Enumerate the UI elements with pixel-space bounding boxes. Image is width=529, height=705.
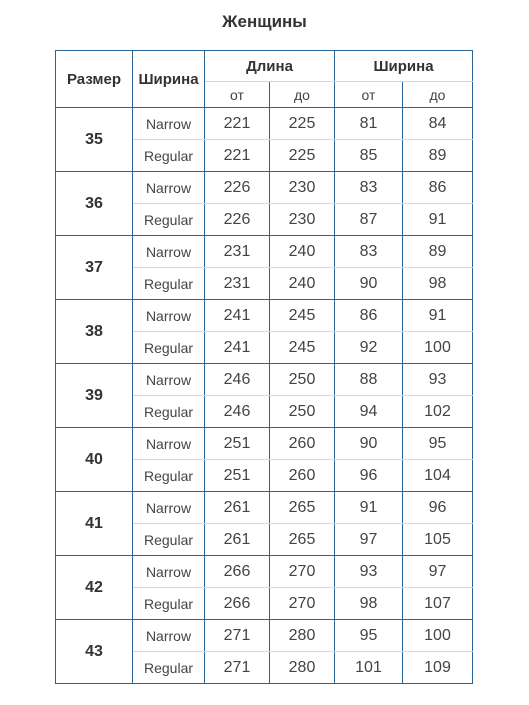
length-from-cell: 251	[205, 460, 270, 492]
length-from-cell: 241	[205, 332, 270, 364]
table-row	[56, 428, 473, 460]
table-row	[56, 620, 473, 652]
width-from-cell: 83	[335, 236, 403, 268]
width-cell: Regular	[133, 588, 205, 620]
table-row	[56, 108, 473, 140]
table-row	[56, 172, 473, 204]
size-cell: 41	[56, 492, 133, 556]
table-row	[56, 300, 473, 332]
width-to-cell: 98	[403, 268, 473, 300]
page-title: Женщины	[222, 12, 307, 31]
length-to-cell: 280	[270, 652, 335, 684]
width-cell: Regular	[133, 524, 205, 556]
header-length-from: от	[205, 82, 270, 108]
length-to-cell: 240	[270, 268, 335, 300]
size-cell: 40	[56, 428, 133, 492]
length-from-cell: 251	[205, 428, 270, 460]
size-table	[55, 50, 473, 684]
width-cell: Regular	[133, 140, 205, 172]
width-from-cell: 83	[335, 172, 403, 204]
width-cell: Regular	[133, 652, 205, 684]
header-width-from: от	[335, 82, 403, 108]
width-from-cell: 97	[335, 524, 403, 556]
length-from-cell: 266	[205, 556, 270, 588]
length-to-cell: 240	[270, 236, 335, 268]
width-cell: Narrow	[133, 492, 205, 524]
length-to-cell: 245	[270, 332, 335, 364]
length-from-cell: 226	[205, 204, 270, 236]
length-to-cell: 260	[270, 428, 335, 460]
width-cell: Regular	[133, 332, 205, 364]
width-from-cell: 87	[335, 204, 403, 236]
table-row	[56, 492, 473, 524]
length-from-cell: 261	[205, 524, 270, 556]
length-to-cell: 230	[270, 204, 335, 236]
length-from-cell: 241	[205, 300, 270, 332]
width-cell: Regular	[133, 268, 205, 300]
size-cell: 42	[56, 556, 133, 620]
length-to-cell: 280	[270, 620, 335, 652]
width-from-cell: 90	[335, 268, 403, 300]
length-to-cell: 260	[270, 460, 335, 492]
header-width: Ширина	[133, 51, 205, 108]
width-cell: Regular	[133, 460, 205, 492]
length-to-cell: 250	[270, 364, 335, 396]
width-from-cell: 94	[335, 396, 403, 428]
size-cell: 36	[56, 172, 133, 236]
header-length: Длина	[205, 51, 335, 82]
length-from-cell: 226	[205, 172, 270, 204]
width-cell: Narrow	[133, 620, 205, 652]
table-row	[56, 364, 473, 396]
length-to-cell: 270	[270, 588, 335, 620]
size-cell: 35	[56, 108, 133, 172]
width-to-cell: 107	[403, 588, 473, 620]
length-to-cell: 230	[270, 172, 335, 204]
length-from-cell: 271	[205, 652, 270, 684]
size-cell: 37	[56, 236, 133, 300]
length-to-cell: 250	[270, 396, 335, 428]
size-cell: 38	[56, 300, 133, 364]
width-to-cell: 96	[403, 492, 473, 524]
length-from-cell: 221	[205, 140, 270, 172]
header-width-to: до	[403, 82, 473, 108]
width-to-cell: 84	[403, 108, 473, 140]
width-from-cell: 81	[335, 108, 403, 140]
header-size: Размер	[56, 51, 133, 108]
table-row	[56, 556, 473, 588]
width-from-cell: 93	[335, 556, 403, 588]
header-length-to: до	[270, 82, 335, 108]
width-from-cell: 86	[335, 300, 403, 332]
width-from-cell: 85	[335, 140, 403, 172]
length-to-cell: 225	[270, 140, 335, 172]
width-cell: Narrow	[133, 108, 205, 140]
width-cell: Narrow	[133, 428, 205, 460]
length-from-cell: 221	[205, 108, 270, 140]
length-from-cell: 231	[205, 268, 270, 300]
width-cell: Regular	[133, 204, 205, 236]
width-from-cell: 92	[335, 332, 403, 364]
length-to-cell: 225	[270, 108, 335, 140]
length-from-cell: 231	[205, 236, 270, 268]
width-to-cell: 100	[403, 332, 473, 364]
length-to-cell: 265	[270, 492, 335, 524]
width-to-cell: 100	[403, 620, 473, 652]
table-row	[56, 236, 473, 268]
width-to-cell: 89	[403, 236, 473, 268]
width-to-cell: 91	[403, 204, 473, 236]
width-from-cell: 88	[335, 364, 403, 396]
length-to-cell: 265	[270, 524, 335, 556]
width-cell: Narrow	[133, 236, 205, 268]
width-to-cell: 97	[403, 556, 473, 588]
width-from-cell: 101	[335, 652, 403, 684]
width-to-cell: 109	[403, 652, 473, 684]
length-to-cell: 270	[270, 556, 335, 588]
length-from-cell: 261	[205, 492, 270, 524]
width-cell: Narrow	[133, 172, 205, 204]
width-from-cell: 98	[335, 588, 403, 620]
width-to-cell: 86	[403, 172, 473, 204]
width-cell: Regular	[133, 396, 205, 428]
width-to-cell: 93	[403, 364, 473, 396]
width-cell: Narrow	[133, 300, 205, 332]
width-to-cell: 105	[403, 524, 473, 556]
width-cell: Narrow	[133, 364, 205, 396]
width-to-cell: 89	[403, 140, 473, 172]
width-to-cell: 91	[403, 300, 473, 332]
length-to-cell: 245	[270, 300, 335, 332]
length-from-cell: 266	[205, 588, 270, 620]
width-to-cell: 104	[403, 460, 473, 492]
width-from-cell: 90	[335, 428, 403, 460]
size-cell: 43	[56, 620, 133, 684]
length-from-cell: 246	[205, 396, 270, 428]
header-width-group: Ширина	[335, 51, 473, 82]
width-to-cell: 95	[403, 428, 473, 460]
width-cell: Narrow	[133, 556, 205, 588]
width-from-cell: 91	[335, 492, 403, 524]
size-cell: 39	[56, 364, 133, 428]
width-to-cell: 102	[403, 396, 473, 428]
width-from-cell: 96	[335, 460, 403, 492]
length-from-cell: 246	[205, 364, 270, 396]
width-from-cell: 95	[335, 620, 403, 652]
length-from-cell: 271	[205, 620, 270, 652]
